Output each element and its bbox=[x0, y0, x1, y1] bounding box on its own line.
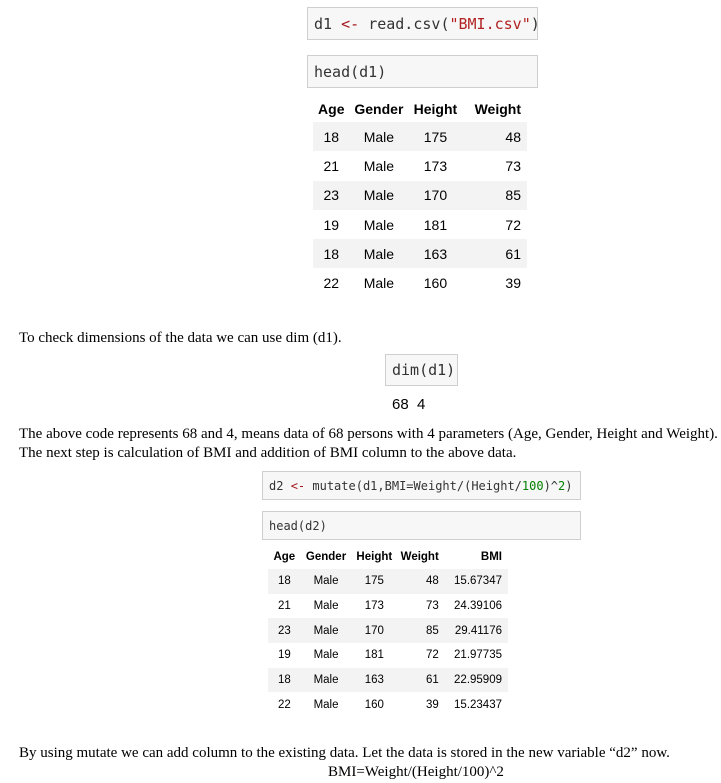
table-cell: 21 bbox=[268, 594, 301, 619]
table-cell: Male bbox=[350, 122, 409, 151]
table-cell: 61 bbox=[397, 668, 439, 693]
table-row bbox=[268, 594, 508, 619]
paragraph-dim-explanation: The above code represents 68 and 4, means data of 68 persons with 4 parameters (Age, Gender, Height and Weight). bbox=[19, 426, 718, 442]
table-cell: 22 bbox=[313, 268, 350, 297]
table-cell: Male bbox=[301, 618, 352, 643]
table-cell: 18 bbox=[313, 239, 350, 268]
code-var: d1 bbox=[314, 14, 333, 33]
table-cell: 72 bbox=[397, 643, 439, 668]
column-header: BMI bbox=[480, 551, 502, 563]
table-row bbox=[268, 692, 508, 717]
column-header: Height bbox=[356, 551, 393, 563]
table-cell: 15.67347 bbox=[439, 569, 508, 594]
column-header: Gender bbox=[305, 551, 347, 563]
column-header: Gender bbox=[354, 101, 404, 117]
code-assign-op: <- bbox=[341, 14, 360, 33]
data-table-d2 bbox=[268, 545, 508, 717]
table-cell: Male bbox=[350, 151, 409, 180]
code-string: "BMI.csv" bbox=[449, 14, 531, 33]
table-cell: 48 bbox=[397, 569, 439, 594]
table-cell: Male bbox=[301, 668, 352, 693]
table-cell: 23 bbox=[313, 181, 350, 210]
table-cell: 18 bbox=[313, 122, 350, 151]
column-header: Age bbox=[273, 551, 296, 563]
table-cell: Male bbox=[301, 594, 352, 619]
column-header: Height bbox=[413, 101, 458, 117]
table-row bbox=[313, 181, 527, 210]
table-cell: 21 bbox=[313, 151, 350, 180]
table-cell: 85 bbox=[397, 618, 439, 643]
bmi-formula: BMI=Weight/(Height/100)^2 bbox=[328, 764, 504, 780]
table-cell: 170 bbox=[351, 618, 397, 643]
paragraph-dim: To check dimensions of the data we can use dim (d1). bbox=[19, 330, 342, 346]
table-row bbox=[313, 151, 527, 180]
table-cell: 23 bbox=[268, 618, 301, 643]
table-cell: 181 bbox=[408, 210, 462, 239]
table-cell: Male bbox=[301, 692, 352, 717]
table-cell: 160 bbox=[351, 692, 397, 717]
table-cell: 175 bbox=[351, 569, 397, 594]
table-row bbox=[313, 239, 527, 268]
table-cell: Male bbox=[350, 268, 409, 297]
table-cell: 181 bbox=[351, 643, 397, 668]
table-cell: 175 bbox=[408, 122, 462, 151]
table-cell: 24.39106 bbox=[439, 594, 508, 619]
table-cell: 39 bbox=[463, 268, 527, 297]
paragraph-mutate: By using mutate we can add column to the existing data. Let the data is stored in the new variable “d2” now. bbox=[19, 745, 670, 761]
table-row bbox=[268, 618, 508, 643]
column-header: Age bbox=[318, 101, 345, 117]
table-row bbox=[313, 122, 527, 151]
table-cell: 61 bbox=[463, 239, 527, 268]
table-cell: 18 bbox=[268, 569, 301, 594]
table-cell: 18 bbox=[268, 668, 301, 693]
table-cell: 22.95909 bbox=[439, 668, 508, 693]
table-cell: 173 bbox=[408, 151, 462, 180]
table-cell: 19 bbox=[313, 210, 350, 239]
table-cell: 29.41176 bbox=[439, 618, 508, 643]
dim-output: 68 4 bbox=[392, 396, 426, 413]
table-cell: 163 bbox=[351, 668, 397, 693]
code-cell-mutate: d2 <- mutate(d1,BMI=Weight/(Height/ 100 )^ 2 ) bbox=[262, 471, 581, 500]
table-cell: 72 bbox=[463, 210, 527, 239]
table-cell: 15.23437 bbox=[439, 692, 508, 717]
table-row bbox=[268, 643, 508, 668]
table-cell: Male bbox=[350, 239, 409, 268]
table-cell: 170 bbox=[408, 181, 462, 210]
table-cell: Male bbox=[350, 210, 409, 239]
table-row bbox=[313, 210, 527, 239]
table-cell: 22 bbox=[268, 692, 301, 717]
table-cell: Male bbox=[301, 643, 352, 668]
table-row bbox=[313, 268, 527, 297]
table-cell: 173 bbox=[351, 594, 397, 619]
data-table-d1 bbox=[313, 96, 527, 298]
table-cell: 160 bbox=[408, 268, 462, 297]
table-cell: 48 bbox=[463, 122, 527, 151]
table-row bbox=[268, 569, 508, 594]
code-fn: read.csv bbox=[368, 14, 441, 33]
column-header: Weight bbox=[474, 101, 521, 117]
code-cell-read-csv: d1 <- read.csv ( "BMI.csv" ) bbox=[307, 7, 538, 40]
table-cell: 73 bbox=[397, 594, 439, 619]
table-cell: 39 bbox=[397, 692, 439, 717]
table-cell: 85 bbox=[463, 181, 527, 210]
table-cell: 163 bbox=[408, 239, 462, 268]
code-cell-head-d1: head(d1) bbox=[307, 55, 538, 88]
code-cell-dim: dim(d1) bbox=[385, 354, 458, 386]
table-row bbox=[268, 668, 508, 693]
column-header: Weight bbox=[400, 551, 439, 563]
table-cell: 19 bbox=[268, 643, 301, 668]
table-cell: Male bbox=[301, 569, 352, 594]
code-cell-head-d2: head(d2) bbox=[262, 511, 581, 540]
table-cell: Male bbox=[350, 181, 409, 210]
table-cell: 21.97735 bbox=[439, 643, 508, 668]
paragraph-next-step: The next step is calculation of BMI and addition of BMI column to the above data. bbox=[19, 445, 517, 461]
table-cell: 73 bbox=[463, 151, 527, 180]
